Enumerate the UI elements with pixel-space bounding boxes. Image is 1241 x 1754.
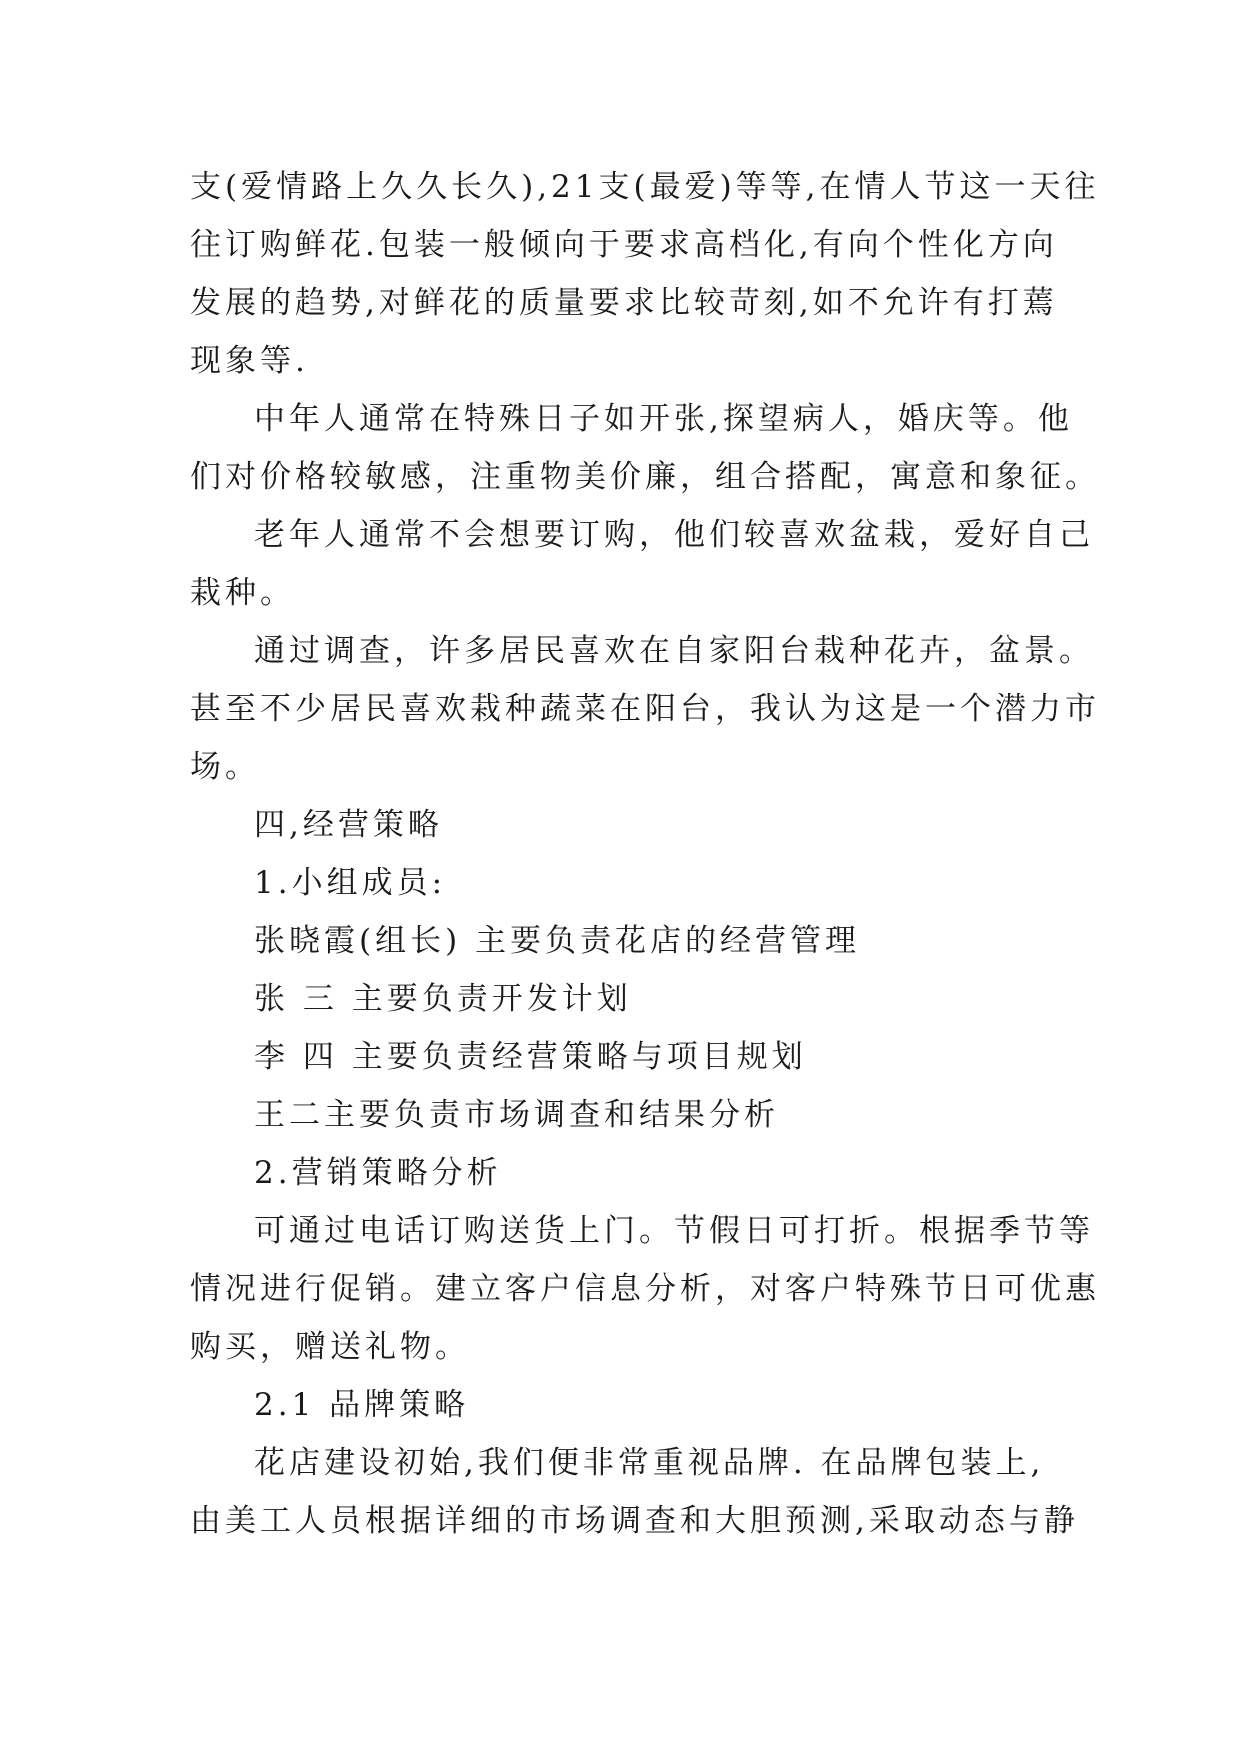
text-line: 支(爱情路上久久长久),21支(最爱)等等,在情人节这一天往 (190, 169, 1100, 205)
text-line: 购买，赠送礼物。 (190, 1329, 470, 1365)
text-line: 2.1 品牌策略 (254, 1387, 470, 1423)
text-line: 场。 (190, 749, 260, 785)
text-line: 通过调查，许多居民喜欢在自家阳台栽种花卉，盆景。 (254, 633, 1094, 669)
text-line: 甚至不少居民喜欢栽种蔬菜在阳台，我认为这是一个潜力市 (190, 691, 1100, 727)
text-line: 们对价格较敏感，注重物美价廉，组合搭配，寓意和象征。 (190, 459, 1100, 495)
text-line: 李 四 主要负责经营策略与项目规划 (254, 1039, 807, 1075)
text-line: 老年人通常不会想要订购，他们较喜欢盆栽，爱好自己 (254, 517, 1094, 553)
text-line: 王二主要负责市场调查和结果分析 (254, 1097, 779, 1133)
text-line: 张晓霞(组长) 主要负责花店的经营管理 (254, 923, 861, 959)
text-line: 发展的趋势,对鲜花的质量要求比较苛刻,如不允许有打蔫 (190, 285, 1058, 321)
text-line: 由美工人员根据详细的市场调查和大胆预测,采取动态与静 (190, 1503, 1079, 1539)
text-line: 2.营销策略分析 (254, 1155, 502, 1191)
text-line: 情况进行促销。建立客户信息分析，对客户特殊节日可优惠 (190, 1271, 1100, 1307)
document-body (190, 158, 1100, 1550)
text-line: 1.小组成员: (254, 865, 447, 901)
text-line: 往订购鲜花.包装一般倾向于要求高档化,有向个性化方向 (190, 227, 1058, 263)
text-line: 四,经营策略 (254, 807, 443, 843)
text-line: 中年人通常在特殊日子如开张,探望病人，婚庆等。他 (254, 401, 1073, 437)
text-line: 花店建设初始,我们便非常重视品牌. 在品牌包装上, (254, 1445, 1045, 1481)
text-line: 现象等. (190, 343, 309, 379)
text-line: 栽种。 (190, 575, 295, 611)
text-line: 张 三 主要负责开发计划 (254, 981, 632, 1017)
text-line: 可通过电话订购送货上门。节假日可打折。根据季节等 (254, 1213, 1094, 1249)
